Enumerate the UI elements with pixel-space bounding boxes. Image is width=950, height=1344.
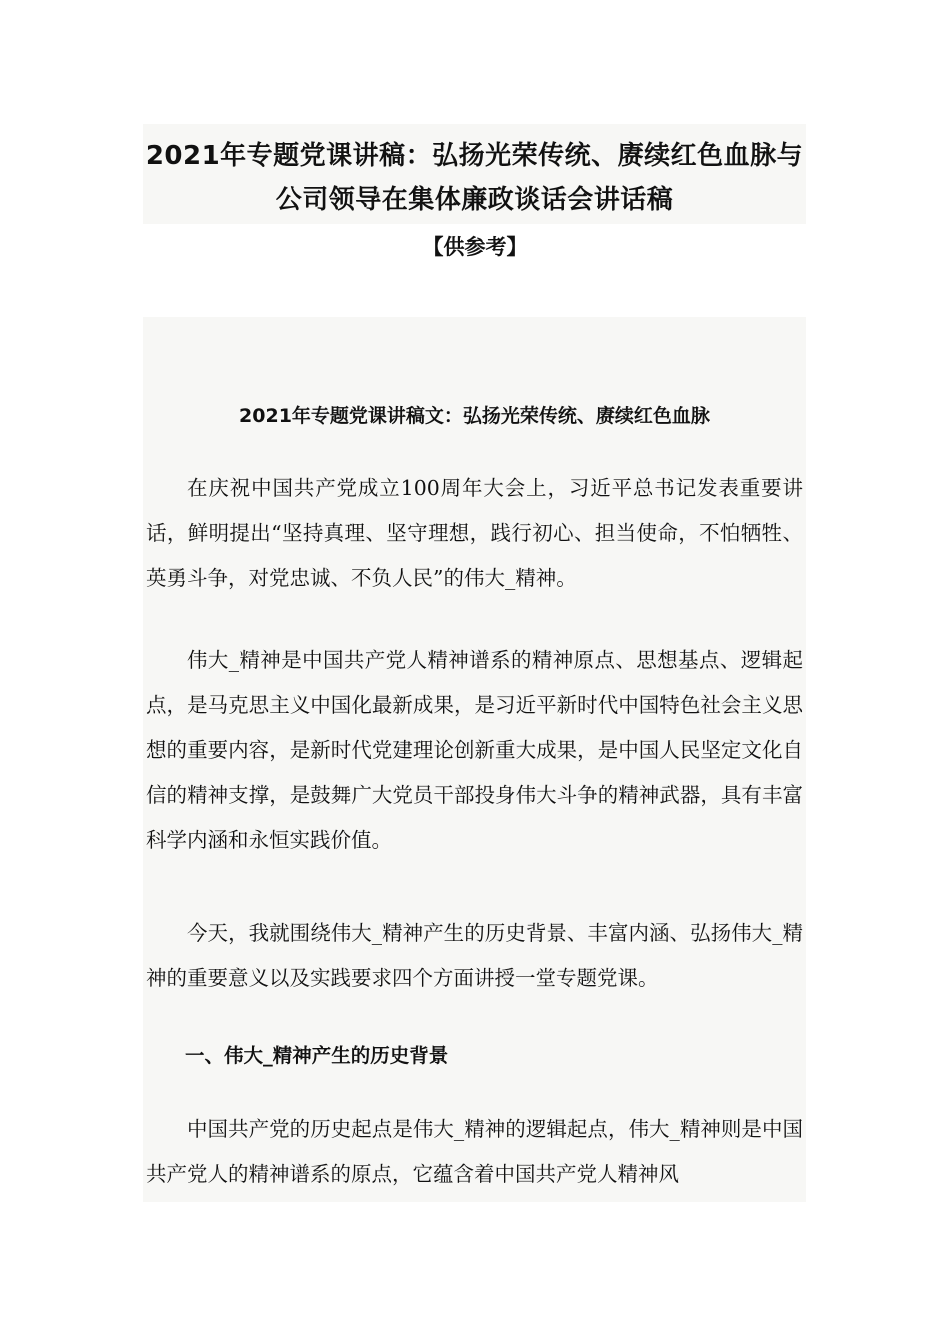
paragraph-2: 伟大_精神是中国共产党人精神谱系的精神原点、思想基点、逻辑起点，是马克思主义中国化最新成果，是习近平新时代中国特色社会主义思想的重要内容，是新时代党建理论创新重大成果，是中国人民坚定文化自信的精神支撑，是鼓舞广大党员干部投身伟大斗争的精神武器，具有丰富科学内涵和永恒实践价值。 — [146, 648, 803, 852]
heading-one: 一、伟大_精神产生的历史背景 — [185, 1044, 449, 1067]
paragraph-4: 中国共产党的历史起点是伟大_精神的逻辑起点，伟大_精神则是中国共产党人的精神谱系的原点，它蕴含着中国共产党人精神风 — [146, 1117, 803, 1186]
paragraph-1: 在庆祝中国共产党成立100周年大会上，习近平总书记发表重要讲话，鲜明提出“坚持真理、坚守理想，践行初心、担当使命，不怕牺牲、英勇斗争，对党忠诚、不负人民”的伟大_精神。 — [146, 476, 803, 590]
title-block — [143, 124, 806, 224]
document-body — [143, 317, 806, 1202]
document-title: 2021年专题党课讲稿：弘扬光荣传统、赓续红色血脉与公司领导在集体廉政谈话会讲话稿 — [145, 141, 804, 215]
paragraph-3: 今天，我就围绕伟大_精神产生的历史背景、丰富内涵、弘扬伟大_精神的重要意义以及实践要求四个方面讲授一堂专题党课。 — [146, 921, 803, 990]
section-title: 2021年专题党课讲稿文：弘扬光荣传统、赓续红色血脉 — [239, 405, 710, 427]
reference-note: 【供参考】 — [422, 235, 528, 259]
